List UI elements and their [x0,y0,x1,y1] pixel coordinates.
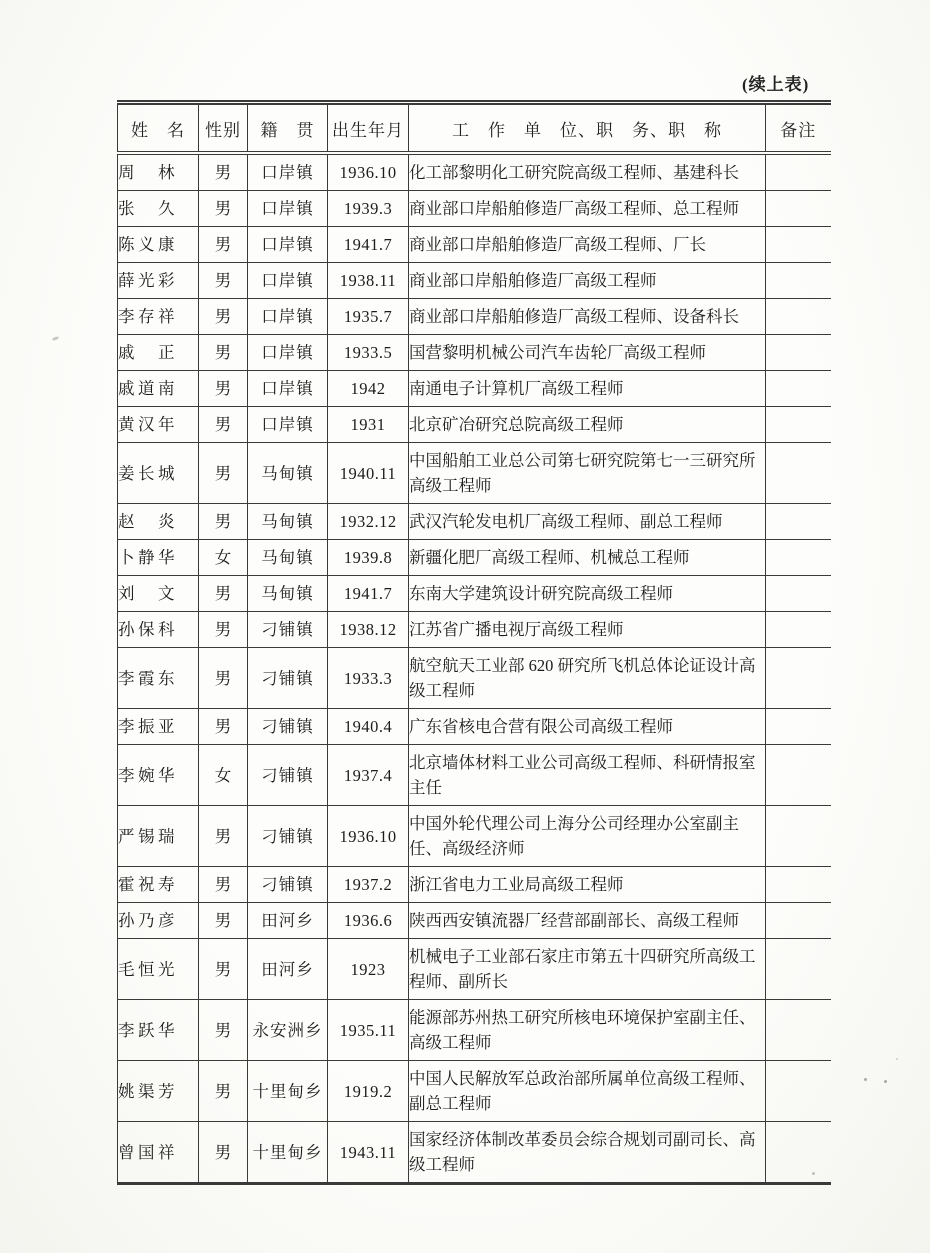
cell-gender: 男 [199,709,248,745]
cell-native-place: 口岸镇 [248,407,328,443]
cell-work-title: 中国船舶工业总公司第七研究院第七一三研究所高级工程师 [409,443,766,504]
cell-work-title: 中国外轮代理公司上海分公司经理办公室副主任、高级经济师 [409,806,766,867]
header-name: 姓 名 [118,103,199,154]
cell-name: 戚 正 [118,335,199,371]
cell-name: 李跃华 [118,1000,199,1061]
scan-speck [812,1172,815,1175]
table-row [118,227,831,263]
cell-native-place: 刁铺镇 [248,745,328,806]
cell-native-place: 十里甸乡 [248,1122,328,1184]
cell-gender: 男 [199,806,248,867]
cell-gender: 男 [199,576,248,612]
cell-gender: 男 [199,1122,248,1184]
cell-birth-date: 1923 [328,939,409,1000]
cell-native-place: 马甸镇 [248,576,328,612]
cell-work-title: 商业部口岸船舶修造厂高级工程师、设备科长 [409,299,766,335]
scan-speck [864,1078,867,1081]
cell-gender: 男 [199,263,248,299]
cell-gender: 男 [199,867,248,903]
cell-birth-date: 1937.4 [328,745,409,806]
table-row [118,745,831,806]
cell-note [766,153,831,191]
roster-body [118,153,831,1184]
table-row [118,540,831,576]
cell-note [766,612,831,648]
cell-name: 周 林 [118,153,199,191]
table-row [118,407,831,443]
cell-birth-date: 1941.7 [328,576,409,612]
cell-native-place: 刁铺镇 [248,709,328,745]
cell-work-title: 北京矿冶研究总院高级工程师 [409,407,766,443]
table-row [118,1061,831,1122]
cell-work-title: 广东省核电合营有限公司高级工程师 [409,709,766,745]
cell-name: 孙乃彦 [118,903,199,939]
table-row [118,504,831,540]
cell-name: 张 久 [118,191,199,227]
cell-native-place: 马甸镇 [248,540,328,576]
cell-native-place: 十里甸乡 [248,1061,328,1122]
cell-work-title: 东南大学建筑设计研究院高级工程师 [409,576,766,612]
cell-work-title: 江苏省广播电视厅高级工程师 [409,612,766,648]
cell-work-title: 商业部口岸船舶修造厂高级工程师、总工程师 [409,191,766,227]
table-row [118,335,831,371]
cell-native-place: 口岸镇 [248,227,328,263]
cell-gender: 男 [199,612,248,648]
cell-birth-date: 1937.2 [328,867,409,903]
cell-work-title: 国营黎明机械公司汽车齿轮厂高级工程师 [409,335,766,371]
cell-note [766,576,831,612]
cell-name: 薛光彩 [118,263,199,299]
cell-birth-date: 1938.11 [328,263,409,299]
cell-note [766,806,831,867]
table-row [118,576,831,612]
cell-note [766,371,831,407]
table-row [118,1000,831,1061]
cell-birth-date: 1936.10 [328,806,409,867]
cell-native-place: 刁铺镇 [248,806,328,867]
cell-work-title: 国家经济体制改革委员会综合规划司副司长、高级工程师 [409,1122,766,1184]
cell-name: 卜静华 [118,540,199,576]
cell-gender: 男 [199,504,248,540]
cell-native-place: 刁铺镇 [248,612,328,648]
cell-name: 曾国祥 [118,1122,199,1184]
cell-note [766,903,831,939]
table-row [118,939,831,1000]
cell-name: 刘 文 [118,576,199,612]
table-header-row [118,103,831,154]
cell-work-title: 能源部苏州热工研究所核电环境保护室副主任、高级工程师 [409,1000,766,1061]
cell-native-place: 刁铺镇 [248,648,328,709]
cell-name: 姜长城 [118,443,199,504]
cell-native-place: 刁铺镇 [248,867,328,903]
cell-gender: 男 [199,335,248,371]
cell-birth-date: 1935.7 [328,299,409,335]
cell-name: 赵 炎 [118,504,199,540]
cell-work-title: 武汉汽轮发电机厂高级工程师、副总工程师 [409,504,766,540]
header-note: 备注 [766,103,831,154]
cell-birth-date: 1936.6 [328,903,409,939]
cell-note [766,191,831,227]
cell-work-title: 机械电子工业部石家庄市第五十四研究所高级工程师、副所长 [409,939,766,1000]
table-row [118,443,831,504]
cell-note [766,745,831,806]
cell-note [766,709,831,745]
cell-native-place: 口岸镇 [248,335,328,371]
cell-gender: 男 [199,1000,248,1061]
cell-note [766,648,831,709]
cell-note [766,335,831,371]
table-row [118,371,831,407]
cell-work-title: 化工部黎明化工研究院高级工程师、基建科长 [409,153,766,191]
cell-birth-date: 1938.12 [328,612,409,648]
personnel-roster-table [117,100,831,1185]
cell-note [766,263,831,299]
cell-gender: 女 [199,745,248,806]
cell-name: 李婉华 [118,745,199,806]
cell-gender: 男 [199,227,248,263]
cell-gender: 男 [199,1061,248,1122]
cell-birth-date: 1939.8 [328,540,409,576]
cell-note [766,227,831,263]
scan-speck [52,336,60,341]
table-row [118,191,831,227]
cell-birth-date: 1940.11 [328,443,409,504]
cell-name: 陈义康 [118,227,199,263]
cell-birth-date: 1933.3 [328,648,409,709]
cell-note [766,299,831,335]
cell-name: 毛恒光 [118,939,199,1000]
cell-gender: 男 [199,939,248,1000]
cell-work-title: 新疆化肥厂高级工程师、机械总工程师 [409,540,766,576]
cell-gender: 女 [199,540,248,576]
cell-birth-date: 1939.3 [328,191,409,227]
cell-native-place: 永安洲乡 [248,1000,328,1061]
table-row [118,709,831,745]
cell-work-title: 浙江省电力工业局高级工程师 [409,867,766,903]
scan-speck [884,1080,887,1083]
cell-birth-date: 1919.2 [328,1061,409,1122]
cell-birth-date: 1942 [328,371,409,407]
cell-native-place: 口岸镇 [248,299,328,335]
cell-birth-date: 1943.11 [328,1122,409,1184]
cell-native-place: 口岸镇 [248,153,328,191]
cell-gender: 男 [199,648,248,709]
cell-note [766,540,831,576]
cell-birth-date: 1936.10 [328,153,409,191]
scan-speck [896,1058,898,1060]
cell-work-title: 商业部口岸船舶修造厂高级工程师、厂长 [409,227,766,263]
cell-native-place: 口岸镇 [248,191,328,227]
table-row [118,806,831,867]
cell-name: 严锡瑞 [118,806,199,867]
cell-work-title: 中国人民解放军总政治部所属单位高级工程师、副总工程师 [409,1061,766,1122]
cell-birth-date: 1931 [328,407,409,443]
cell-gender: 男 [199,443,248,504]
cell-gender: 男 [199,299,248,335]
cell-name: 戚道南 [118,371,199,407]
header-gender: 性别 [199,103,248,154]
cell-work-title: 陕西西安镇流器厂经营部副部长、高级工程师 [409,903,766,939]
cell-native-place: 田河乡 [248,903,328,939]
cell-native-place: 田河乡 [248,939,328,1000]
cell-name: 李振亚 [118,709,199,745]
cell-note [766,1122,831,1184]
cell-native-place: 口岸镇 [248,263,328,299]
table-row [118,648,831,709]
cell-birth-date: 1933.5 [328,335,409,371]
cell-work-title: 商业部口岸船舶修造厂高级工程师 [409,263,766,299]
cell-name: 黄汉年 [118,407,199,443]
cell-gender: 男 [199,191,248,227]
cell-birth-date: 1941.7 [328,227,409,263]
cell-native-place: 口岸镇 [248,371,328,407]
cell-note [766,443,831,504]
cell-work-title: 南通电子计算机厂高级工程师 [409,371,766,407]
continuation-note: (续上表) [742,75,810,94]
cell-name: 李霞东 [118,648,199,709]
cell-work-title: 北京墙体材料工业公司高级工程师、科研情报室主任 [409,745,766,806]
cell-name: 孙保科 [118,612,199,648]
cell-native-place: 马甸镇 [248,443,328,504]
cell-gender: 男 [199,903,248,939]
cell-note [766,867,831,903]
table-row [118,1122,831,1184]
cell-note [766,1061,831,1122]
cell-gender: 男 [199,371,248,407]
cell-birth-date: 1932.12 [328,504,409,540]
cell-name: 霍祝寿 [118,867,199,903]
header-work-unit-title: 工 作 单 位、职 务、职 称 [409,103,766,154]
table-row [118,153,831,191]
table-row [118,612,831,648]
cell-name: 李存祥 [118,299,199,335]
cell-native-place: 马甸镇 [248,504,328,540]
table-row [118,867,831,903]
cell-note [766,1000,831,1061]
cell-name: 姚渠芳 [118,1061,199,1122]
cell-gender: 男 [199,153,248,191]
cell-birth-date: 1935.11 [328,1000,409,1061]
cell-note [766,407,831,443]
cell-note [766,939,831,1000]
header-native-place: 籍 贯 [248,103,328,154]
table-row [118,903,831,939]
cell-work-title: 航空航天工业部 620 研究所飞机总体论证设计高级工程师 [409,648,766,709]
header-birth-date: 出生年月 [328,103,409,154]
table-row [118,263,831,299]
cell-gender: 男 [199,407,248,443]
cell-note [766,504,831,540]
table-row [118,299,831,335]
cell-birth-date: 1940.4 [328,709,409,745]
